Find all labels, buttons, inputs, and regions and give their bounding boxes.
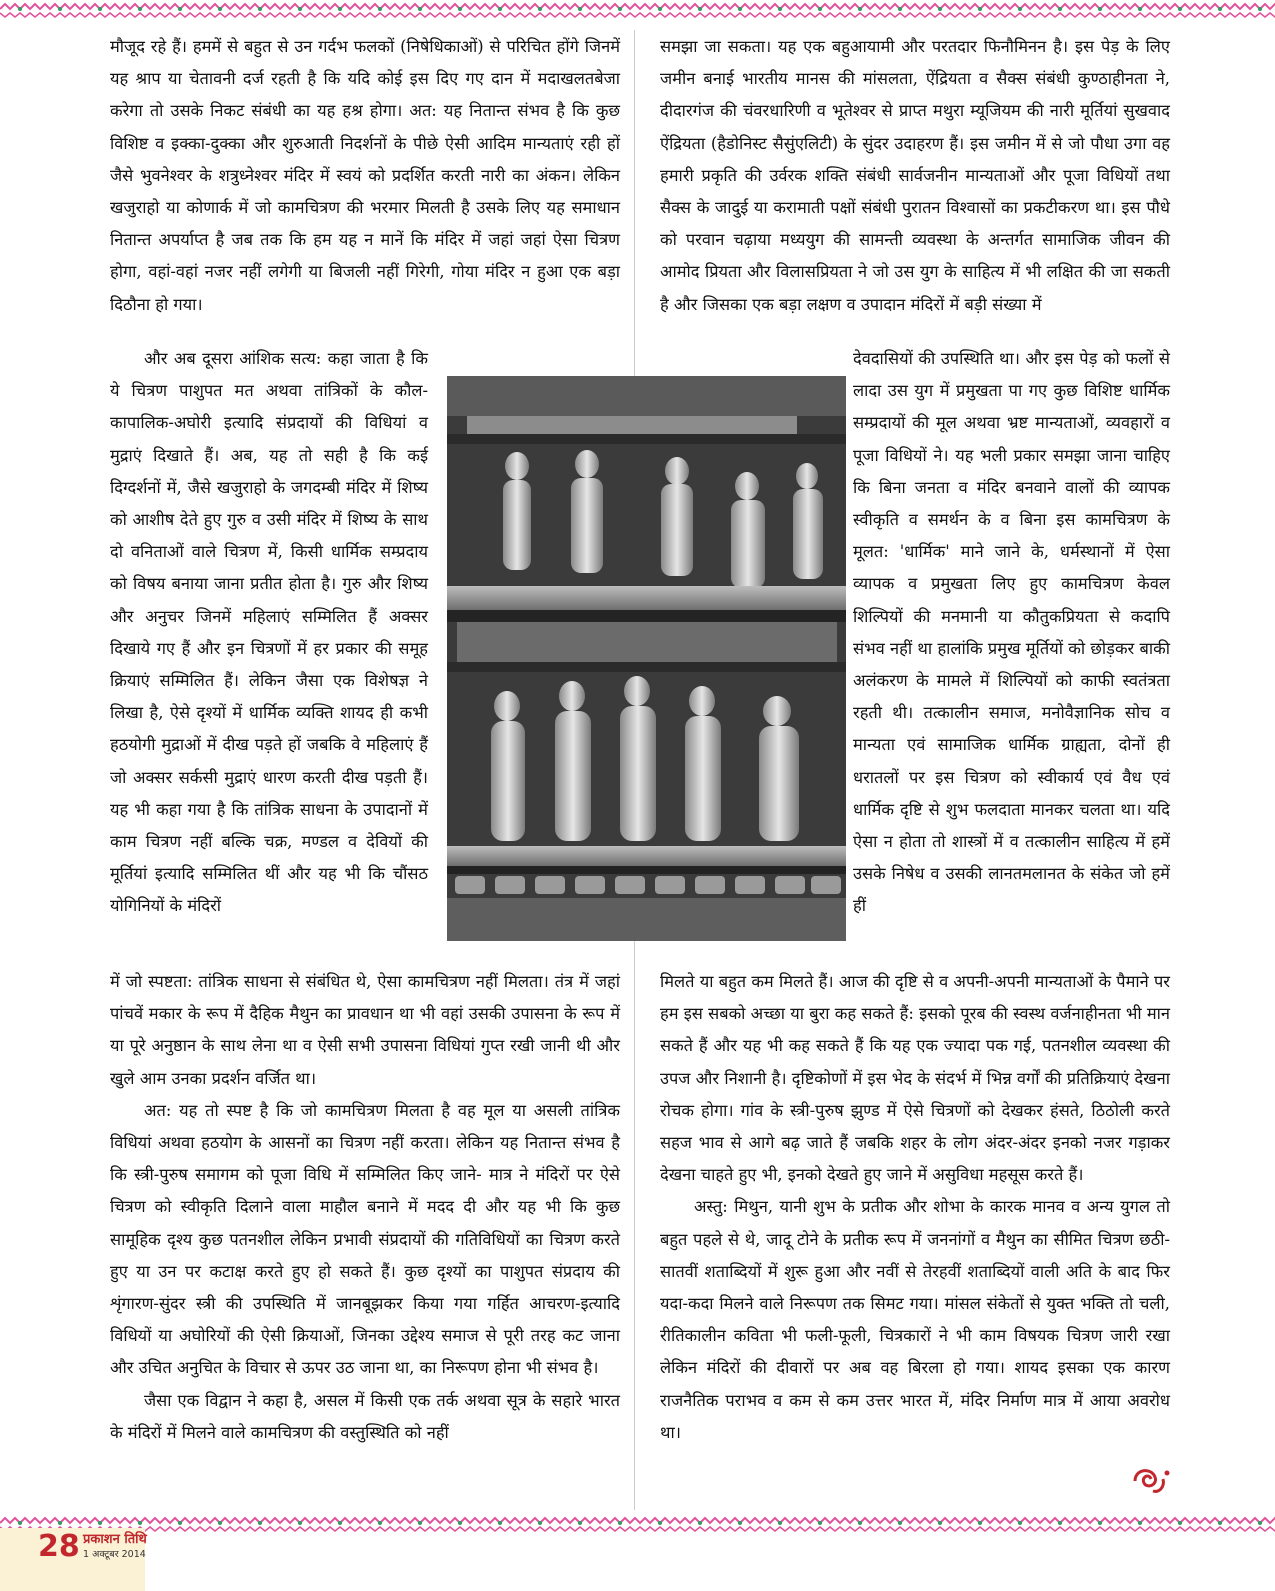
paragraph: और अब दूसरा आंशिक सत्य: कहा जाता है कि ये चित्रण पाशुपत मत अथवा तांत्रिकों के कौल-कापालिक-अघोरी इत्यादि संप्रदायों की विधियां व मुद्राएं दिखाते हैं। अब, यह तो सही है कि कई दिग्दर्शनों में, जैसे खजुराहो के जगदम्बी मंदिर में शिष्य को आशीष देते हुए गुरु व उसी मंदिर में शिष्य के साथ दो वनिताओं वाले चित्रण में, किसी धार्मिक सम्प्रदाय को विषय बनाया जाना प्रतीत होता है। गुरु और शिष्य और अनुचर जिनमें महिलाएं सम्मिलित हैं अक्सर दिखाये गए हैं और इन चित्रणों में हर प्रकार की समूह क्रियाएं सम्मिलित हैं। लेकिन जैसा एक विशेषज्ञ ने लिखा है, ऐसे दृश्यों में धार्मिक व्यक्ति शायद ही कभी हठयोगी मुद्राओं में दीख पड़ते हों जबकि वे महिलाएं हैं जो अक्सर सर्कसी मुद्राएं धारण करती दीख पड़ती हैं। यह भी कहा गया है कि तांत्रिक साधना के उपादानों में काम चित्रण नहीं बल्कि चक्र, मण्डल व देवियों की मूर्तियां इत्यादि सम्मिलित थीं और यह भी कि चौंसठ योगिनियों के मंदिरों bbox=[110, 349, 428, 916]
sculpture-image-icon bbox=[447, 376, 846, 941]
paragraph: जैसा एक विद्वान ने कहा है, असल में किसी एक तर्क अथवा सूत्र के सहारे भारत के मंदिरों में मिलने वाले कामचित्रण की वस्तुस्थिति को नहीं bbox=[110, 1390, 620, 1442]
paragraph: देवदासियों की उपस्थिति था। और इस पेड़ को फलों से लादा उस युग में प्रमुखता पा गए कुछ विशिष्ट धार्मिक सम्प्रदायों की मूल अथवा भ्रष्ट मान्यताओं, व्यवहारों व पूजा विधियों ने। यह भली प्रकार समझा जाना चाहिए कि बिना जनता व मंदिर बनवाने वालों की व्यापक स्वीकृति व समर्थन के व बिना इस कामचित्रण के मूलत: 'धार्मिक' माने जाने के, धर्मस्थानों में ऐसा व्यापक व प्रमुखता लिए हुए कामचित्रण केवल शिल्पियों की मनमानी या कौतुकप्रियता से कदापि संभव नहीं था हालांकि प्रमुख मूर्तियों को छोड़कर बाकी अलंकरण के मामले में शिल्पियों को काफी स्वतंत्रता रहती थी। तत्कालीन समाज, मनोवैज्ञानिक सोच व मान्यता एवं सामाजिक धार्मिक ग्राह्यता, दोनों ही धरातलों पर इस चित्रण को स्वीकार्य एवं वैध एवं धार्मिक दृष्टि से शुभ फलदाता मानकर चलता था। यदि ऐसा न होता तो शास्त्रों में व तत्कालीन साहित्य में हमें उसके निषेध व उसकी लानतमलानत के संकेत जो हमें हीं bbox=[853, 349, 1170, 916]
border-pattern-icon bbox=[0, 0, 1275, 18]
article-end-ornament-icon bbox=[1127, 1463, 1173, 1499]
publication-date: 1 अक्टूबर 2014 bbox=[83, 1549, 146, 1560]
right-column-bottom bbox=[660, 966, 1170, 1449]
left-column-top bbox=[110, 31, 620, 321]
paragraph: मिलते या बहुत कम मिलते हैं। आज की दृष्टि से व अपनी-अपनी मान्यताओं के पैमाने पर हम इस सबको अच्छा या बुरा कह सकते हैं: इसको पूरब की स्वस्थ वर्जनाहीनता भी मान सकते हैं और यह भी कह सकते हैं कि यह एक ज्यादा पक गई, पतनशील व्यवस्था की उपज और निशानी है। दृष्टिकोणों में इस भेद के संदर्भ में भिन्न वर्गों की प्रतिक्रियाएं देखना रोचक होगा। गांव के स्त्री-पुरुष झुण्ड में ऐसे चित्रणों को देखकर हंसते, ठिठोली करते सहज भाव से आगे बढ़ जाते हैं जबकि शहर के लोग अंदर-अंदर इनको नजर गड़ाकर देखना चाहते हुए भी, इनको देखते हुए जाने में असुविधा महसूस करते हैं। bbox=[660, 972, 1170, 1185]
left-column-narrow bbox=[110, 343, 428, 923]
publication-label: प्रकाशन तिथि bbox=[83, 1532, 147, 1547]
top-decorative-border bbox=[0, 0, 1275, 18]
border-pattern-icon bbox=[0, 1514, 1275, 1532]
left-column-bottom bbox=[110, 966, 620, 1449]
paragraph: में जो स्पष्टता: तांत्रिक साधना से संबंधित थे, ऐसा कामचित्रण नहीं मिलता। तंत्र में जहां पांचवें मकार के रूप में दैहिक मैथुन का प्रावधान था भी वहां उसकी उपासना के रूप में या पूरे अनुष्ठान के साथ लेना था व ऐसी सभी उपासना विधियां गुप्त रखी जानी थी और खुले आम उनका प्रदर्शन वर्जित था। bbox=[110, 972, 620, 1088]
right-column-narrow bbox=[853, 343, 1170, 923]
page-number: 28 bbox=[38, 1529, 80, 1564]
bottom-decorative-border bbox=[0, 1514, 1275, 1532]
right-column-top bbox=[660, 31, 1170, 321]
temple-sculpture-photo bbox=[447, 376, 846, 941]
paragraph: समझा जा सकता। यह एक बहुआयामी और परतदार फिनौमिनन है। इस पेड़ के लिए जमीन बनाई भारतीय मानस की मांसलता, ऐंद्रियता व सैक्स संबंधी कुण्ठाहीनता ने, दीदारगंज की चंवरधारिणी व भूतेश्वर से प्राप्त मथुरा म्यूजियम की नारी मूर्तियां सुखवाद ऐंद्रियता (हैडोनिस्ट सैसुंएलिटी) के सुंदर उदाहरण हैं। इस जमीन में से जो पौधा उगा वह हमारी प्रकृति की उर्वरक शक्ति संबंधी सार्वजनीन मान्यताओं और पूजा विधियों तथा सैक्स के जादुई या करामाती पक्षों संबंधी पुरातन विश्वासों का प्रकटीकरण था। इस पौधे को परवान चढ़ाया मध्ययुग की सामन्ती व्यवस्था के अन्तर्गत सामाजिक जीवन की आमोद प्रियता और विलासप्रियता ने जो उस युग के साहित्य में भी लक्षित की जा सकती है और जिसका एक बड़ा लक्षण व उपादान मंदिरों में बड़ी संख्या में bbox=[660, 37, 1170, 314]
paragraph: अस्तु: मिथुन, यानी शुभ के प्रतीक और शोभा के कारक मानव व अन्य युगल तो बहुत पहले से थे, जादू टोने के प्रतीक रूप में जननांगों व मैथुन का सीमित चित्रण छठी-सातवीं शताब्दियों में शुरू हुआ और नवीं से तेरहवीं शताब्दियों वाली अति के बाद फिर यदा-कदा मिलने वाले निरूपण तक सिमट गया। मांसल संकेतों से युक्त भक्ति तो चली, रीतिकालीन कविता भी फली-फूली, चित्रकारों ने भी काम विषयक चित्रण जारी रखा लेकिन मंदिरों की दीवारों पर अब वह बिरला हो गया। शायद इसका एक कारण राजनैतिक पराभव व कम से कम उत्तर भारत में, मंदिर निर्माण मात्र में आया अवरोध था। bbox=[660, 1197, 1170, 1442]
paragraph: अत: यह तो स्पष्ट है कि जो कामचित्रण मिलता है वह मूल या असली तांत्रिक विधियां अथवा हठयोग के आसनों का चित्रण नहीं करता। लेकिन यह नितान्त संभव है कि स्त्री-पुरुष समागम को पूजा विधि में सम्मिलित किए जाने- मात्र ने मंदिरों पर ऐसे चित्रण को स्वीकृति दिलाने वाला माहौल बनाने में मदद दी और यह भी कि कुछ सामूहिक दृश्य कुछ पतनशील लेकिन प्रभावी संप्रदायों की गतिविधियों का चित्रण करते हुए या उन पर कटाक्ष करते हुए हो सकते हैं। कुछ दृश्यों का पाशुपत संप्रदाय की शृंगारण-सुंदर स्त्री की उपस्थिति में जानबूझकर किया गया गर्हित आचरण-इत्यादि विधियों या अघोरियों की ऐसी क्रियाओं, जिनका उद्देश्य समाज से पूरी तरह कट जाना और उचित अनुचित के विचार से ऊपर उठ जाना था, का निरूपण होना भी संभव है। bbox=[110, 1100, 620, 1378]
paragraph: मौजूद रहे हैं। हममें से बहुत से उन गर्दभ फलकों (निषेधिकाओं) से परिचित होंगे जिनमें यह श्राप या चेतावनी दर्ज रहती है कि यदि कोई इस दिए गए दान में मदाखलतबेजा करेगा तो उसके निकट संबंधी का यह हश्र होगा। अत: यह नितान्त संभव है कि कुछ विशिष्ट व इक्का-दुक्का और शुरुआती निदर्शनों के पीछे ऐसी आदिम मान्यताएं रही हों जैसे भुवनेश्वर के शत्रुध्नेश्वर मंदिर में स्वयं को प्रदर्शित करती नारी का अंकन। लेकिन खजुराहो या कोणार्क में जो कामचित्रण की भरमार मिलती है उसके लिए यह समाधान नितान्त अपर्याप्त है जब तक कि हम यह न मानें कि मंदिर में जहां जहां ऐसा चित्रण होगा, वहां-वहां नजर नहीं लगेगी या बिजली नहीं गिरेगी, गोया मंदिर न हुआ एक बड़ा दिठौना हो गया। bbox=[110, 37, 620, 314]
